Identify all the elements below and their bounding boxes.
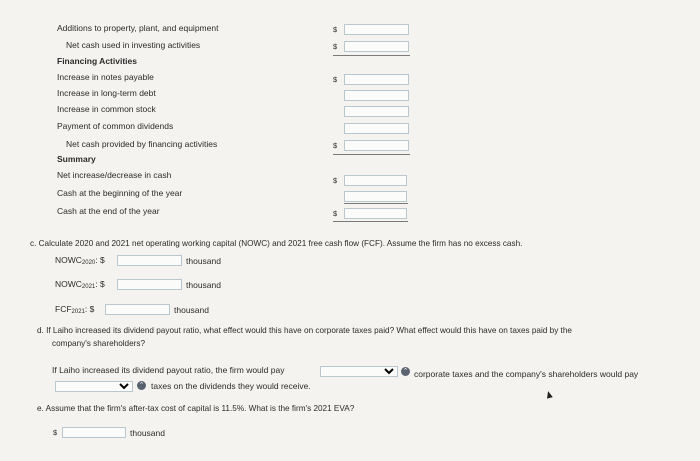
part-e-question: e. Assume that the firm's after-tax cost of capital is 11.5%. What is the firm's 2021 EVA? [37, 404, 355, 413]
net-financing-label: Net cash provided by financing activities [66, 139, 218, 149]
inc-notes-label: Increase in notes payable [57, 72, 154, 82]
payment-div-label: Payment of common dividends [57, 121, 174, 131]
corporate-taxes-select[interactable] [320, 366, 398, 377]
part-d-answer-post: taxes on the dividends they would receive. [151, 381, 311, 391]
net-investing-input[interactable] [344, 41, 409, 52]
dollar-sign: $ [333, 209, 338, 218]
part-d-question-line2: company's shareholders? [52, 339, 146, 348]
unit-label: thousand [130, 428, 165, 438]
dollar-sign: $ [333, 42, 338, 51]
dollar-sign: $ [333, 176, 338, 185]
unit-label: thousand [174, 305, 209, 315]
net-investing-label: Net cash used in investing activities [66, 40, 201, 50]
cash-end-label: Cash at the end of the year [57, 206, 160, 216]
financing-header: Financing Activities [57, 56, 137, 66]
net-financing-input[interactable] [344, 140, 409, 151]
shareholder-taxes-select[interactable] [55, 381, 133, 392]
total-underline [333, 221, 408, 222]
eva-input[interactable] [62, 427, 126, 438]
nowc2021-label: $NOWC_{2021}$: $ [55, 279, 105, 290]
cash-begin-label: Cash at the beginning of the year [57, 188, 183, 198]
net-change-input[interactable] [344, 175, 407, 186]
mouse-cursor-icon [545, 390, 553, 398]
additions-ppe-label: Additions to property, plant, and equipment [57, 23, 219, 33]
part-d-question-line1: d. If Laiho increased its dividend payout ratio, what effect would this have on corporate taxes paid? What effect would this have on taxes paid by the [37, 326, 572, 335]
dollar-sign: $ [333, 25, 338, 34]
additions-ppe-input[interactable] [344, 24, 409, 35]
subtotal-underline [344, 203, 408, 204]
select-indicator-icon[interactable]: ⌃ [138, 382, 145, 389]
net-change-label: Net increase/decrease in cash [57, 170, 172, 180]
nowc2020-label: $NOWC_{2020}$: $ [55, 255, 105, 266]
payment-div-input[interactable] [344, 123, 409, 134]
inc-ltd-input[interactable] [344, 90, 409, 101]
dollar-sign: $ [53, 428, 58, 437]
inc-ltd-label: Increase in long-term debt [57, 88, 156, 98]
total-underline [333, 154, 410, 155]
unit-label: thousand [186, 280, 221, 290]
inc-notes-input[interactable] [344, 74, 409, 85]
inc-stock-label: Increase in common stock [57, 104, 156, 114]
fcf2021-input[interactable] [105, 304, 170, 315]
total-underline [333, 55, 410, 56]
dollar-sign: $ [333, 141, 338, 150]
inc-stock-input[interactable] [344, 106, 409, 117]
select-indicator-icon[interactable]: ⌃ [402, 368, 409, 375]
summary-header: Summary [57, 154, 96, 164]
part-d-answer-pre: If Laiho increased its dividend payout ratio, the firm would pay [52, 365, 285, 375]
nowc2020-input[interactable] [117, 255, 182, 266]
fcf2021-label: $FCF_{2021}$: $ [55, 304, 95, 315]
cash-begin-input[interactable] [344, 191, 407, 202]
unit-label: thousand [186, 256, 221, 266]
part-c-question: c. Calculate 2020 and 2021 net operating working capital (NOWC) and 2021 free cash flow (FCF). Assume the firm has no excess cash. [30, 239, 523, 248]
dollar-sign: $ [333, 75, 338, 84]
nowc2021-input[interactable] [117, 279, 182, 290]
part-d-answer-mid: corporate taxes and the company's shareholders would pay [414, 369, 639, 379]
cash-end-input[interactable] [344, 208, 407, 219]
